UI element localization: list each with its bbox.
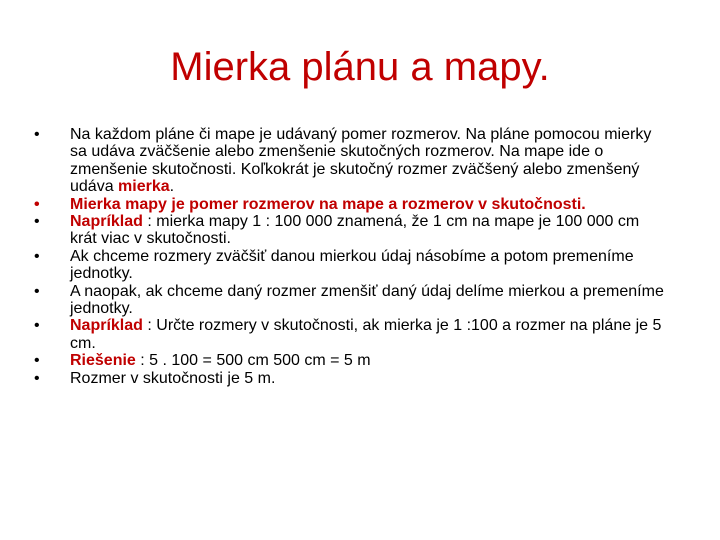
bullet-text: Mierka mapy je pomer rozmerov na mape a rozmerov v skutočnosti. [70, 195, 586, 213]
bullet-emphasis: Riešenie [70, 352, 136, 370]
bullet-text: . [169, 178, 175, 196]
bullet-text: : mierka mapy 1 : 100 000 znamená, že 1 cm na mape je 100 000 cm krát viac v skutočnosti. [70, 213, 640, 248]
bullet-emphasis: Napríklad [70, 317, 143, 335]
bullet-text: A naopak, ak chceme daný rozmer zmenšiť daný údaj delíme mierkou a premeníme jednotky. [70, 282, 664, 318]
bullet-item [34, 352, 664, 369]
bullet-emphasis: mierka [118, 178, 170, 196]
bullet-text: : 5 . 100 = 500 cm 500 cm = 5 m [135, 352, 371, 370]
bullet-item [34, 126, 664, 196]
bullet-item [34, 317, 664, 352]
bullet-item [34, 196, 664, 213]
slide-title: Mierka plánu a mapy. [170, 45, 550, 89]
bullet-item [34, 213, 664, 248]
bullet-text: Ak chceme rozmery zväčšiť danou mierkou údaj násobíme a potom premeníme jednotky. [70, 247, 634, 283]
bullet-item [34, 283, 664, 318]
bullet-list [34, 126, 664, 387]
bullet-item [34, 370, 664, 387]
bullet-text: : Určte rozmery v skutočnosti, ak mierka je 1 :100 a rozmer na pláne je 5 cm. [70, 317, 662, 352]
bullet-emphasis: Napríklad [70, 213, 143, 231]
bullet-text: Na každom pláne či mape je udávaný pomer rozmerov. Na pláne pomocou mierky sa udáva zväčšenie alebo zmenšenie skutočných rozmerov. Na mape ide o zmenšenie skutočnosti. Koľkokrát je skutočný rozmer zväčšený alebo zmenšený udáva [70, 126, 652, 196]
bullet-text: Rozmer v skutočnosti je 5 m. [70, 369, 276, 387]
bullet-item [34, 248, 664, 283]
